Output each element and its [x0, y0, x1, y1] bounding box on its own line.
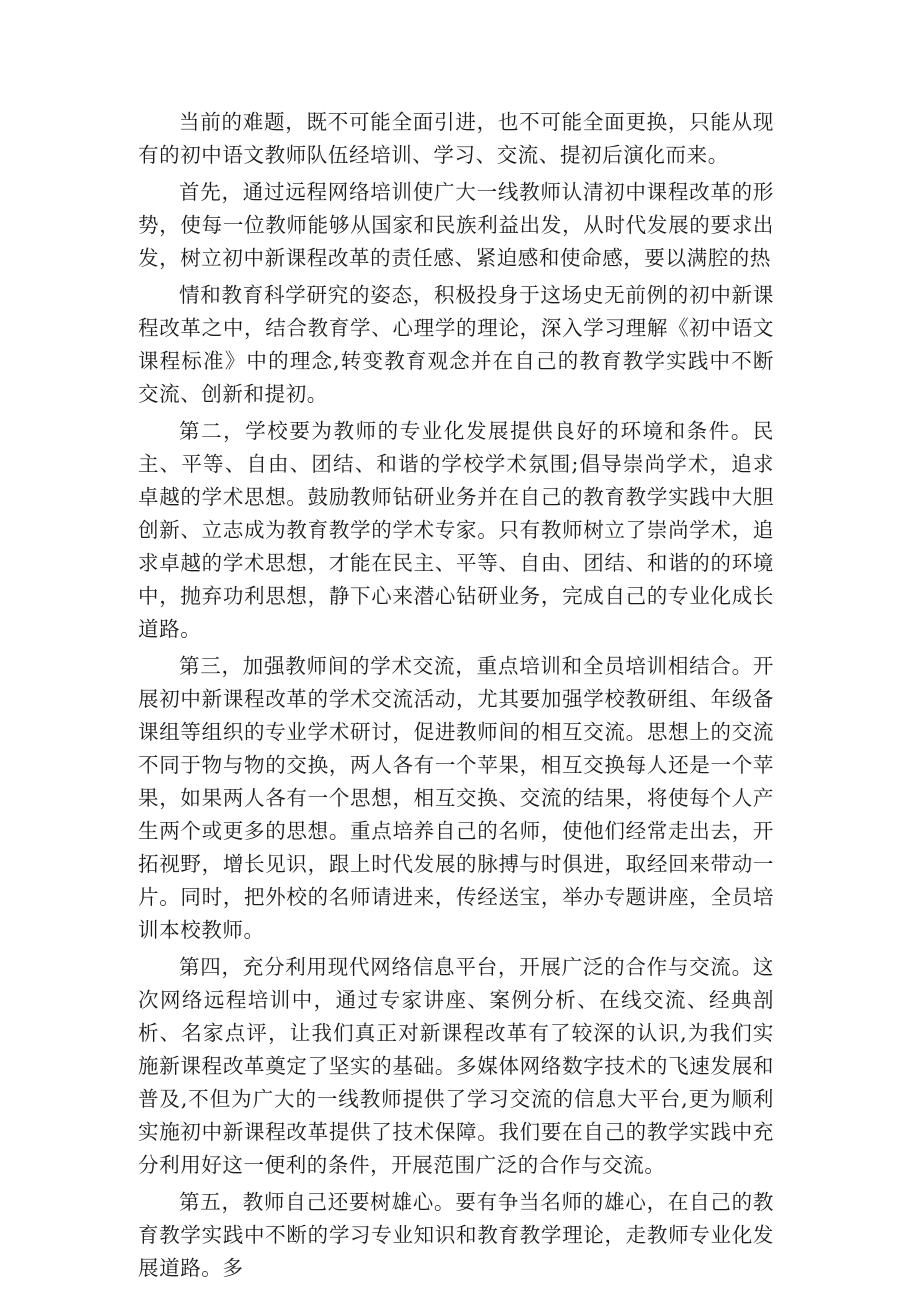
paragraph-7: 第五，教师自己还要树雄心。要有争当名师的雄心，在自己的教育教学实践中不断的学习专业知识和教育教学理论，走教师专业化发展道路。多: [138, 1190, 774, 1280]
paragraph-2: 首先，通过远程网络培训使广大一线教师认清初中课程改革的形势，使每一位教师能够从国家和民族利益出发，从时代发展的要求出发，树立初中新课程改革的责任感、紧迫感和使命感，要以满腔的热: [138, 180, 774, 270]
paragraph-3: 情和教育科学研究的姿态，积极投身于这场史无前例的初中新课程改革之中，结合教育学、心理学的理论，深入学习理解《初中语文课程标准》中的理念,转变教育观念并在自己的教育教学实践中不断交流、创新和提初。: [138, 283, 774, 406]
paragraph-4: 第二，学校要为教师的专业化发展提供良好的环境和条件。民主、平等、自由、团结、和谐的学校学术氛围;倡导崇尚学术，追求卓越的学术思想。鼓励教师钻研业务并在自己的教育教学实践中大胆创新、立志成为教育教学的学术专家。只有教师树立了崇尚学术，追求卓越的学术思想，才能在民主、平等、自由、团结、和谐的的环境中，抛弃功利思想，静下心来潜心钻研业务，完成自己的专业化成长道路。: [138, 419, 774, 641]
paragraph-5: 第三，加强教师间的学术交流，重点培训和全员培训相结合。开展初中新课程改革的学术交流活动，尤其要加强学校教研组、年级备课组等组织的专业学术研讨，促进教师间的相互交流。思想上的交流不同于物与物的交换，两人各有一个苹果，相互交换每人还是一个苹果，如果两人各有一个思想，相互交换、交流的结果，将使每个人产生两个或更多的思想。重点培养自己的名师，使他们经常走出去，开拓视野，增长见识，跟上时代发展的脉搏与时俱进，取经回来带动一片。同时，把外校的名师请进来，传经送宝，举办专题讲座，全员培训本校教师。: [138, 654, 774, 942]
paragraph-6: 第四，充分利用现代网络信息平台，开展广泛的合作与交流。这次网络远程培训中，通过专家讲座、案例分析、在线交流、经典剖析、名家点评，让我们真正对新课程改革有了较深的认识,为我们实施新课程改革奠定了坚实的基础。多媒体网络数字技术的飞速发展和普及,不但为广大的一线教师提供了学习交流的信息大平台,更为顺利实施初中新课程改革提供了技术保障。我们要在自己的教学实践中充分利用好这一便利的条件，开展范围广泛的合作与交流。: [138, 955, 774, 1177]
paragraph-1: 当前的难题，既不可能全面引进，也不可能全面更换，只能从现有的初中语文教师队伍经培训、学习、交流、提初后演化而来。: [138, 110, 774, 167]
